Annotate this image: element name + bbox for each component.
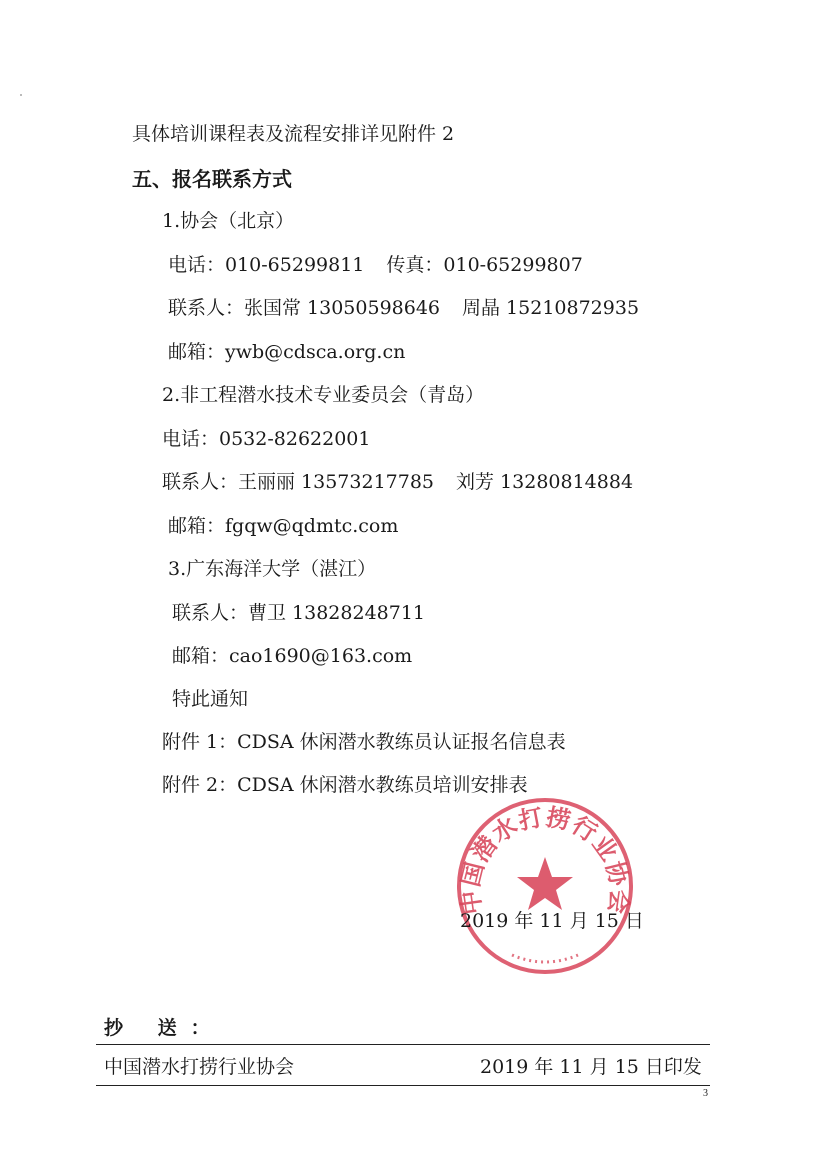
contact-zhanjiang-person: 联系人：曹卫 13828248711 xyxy=(172,602,426,624)
contact-beijing-title: 1.协会（北京） xyxy=(162,210,295,232)
contact-beijing-people-line xyxy=(168,299,639,318)
contact-beijing-phone: 电话：010-65299811 xyxy=(168,254,365,276)
document-date: 2019 年 11 月 15 日 xyxy=(460,910,644,932)
contact-qingdao-title: 2.非工程潜水技术专业委员会（青岛） xyxy=(162,384,485,406)
closing-text: 特此通知 xyxy=(172,688,249,710)
contact-zhanjiang-email: 邮箱：cao1690@163.com xyxy=(172,645,413,667)
contact-qingdao-people-line xyxy=(162,473,633,492)
attachment-2: 附件 2：CDSA 休闲潜水教练员培训安排表 xyxy=(162,774,528,796)
attachment-1: 附件 1：CDSA 休闲潜水教练员认证报名信息表 xyxy=(162,731,566,753)
footer-organization: 中国潜水打捞行业协会 xyxy=(104,1056,295,1078)
contact-beijing-fax: 传真：010-65299807 xyxy=(386,254,583,276)
contact-qingdao-email: 邮箱：fgqw@qdmtc.com xyxy=(168,515,399,537)
schedule-paragraph: 具体培训课程表及流程安排详见附件 2 xyxy=(132,123,455,145)
seal-star-icon xyxy=(517,857,573,910)
contact-beijing-person-1: 联系人：张国常 13050598646 xyxy=(168,297,441,319)
scan-speck xyxy=(20,94,22,96)
cc-label: 抄 送： xyxy=(104,1017,224,1039)
contact-qingdao-person-2: 刘芳 13280814884 xyxy=(456,471,634,493)
footer-divider-bottom xyxy=(96,1085,710,1086)
section-title: 五、报名联系方式 xyxy=(132,167,292,191)
official-seal xyxy=(454,795,636,977)
footer-issue-date: 2019 年 11 月 15 日印发 xyxy=(480,1056,702,1078)
seal-serial-marks xyxy=(512,955,578,962)
contact-zhanjiang-title: 3.广东海洋大学（湛江） xyxy=(168,558,377,580)
contact-beijing-phone-line xyxy=(168,256,583,275)
contact-beijing-person-2: 周晶 15210872935 xyxy=(462,297,640,319)
contact-qingdao-phone: 电话：0532-82622001 xyxy=(162,428,371,450)
footer-divider-top xyxy=(96,1044,710,1045)
contact-qingdao-person-1: 联系人：王丽丽 13573217785 xyxy=(162,471,435,493)
seal-arc-text: 中国潜水打捞行业协会 xyxy=(456,803,634,917)
page-number: 3 xyxy=(703,1088,708,1099)
contact-beijing-email: 邮箱：ywb@cdsca.org.cn xyxy=(168,341,406,363)
